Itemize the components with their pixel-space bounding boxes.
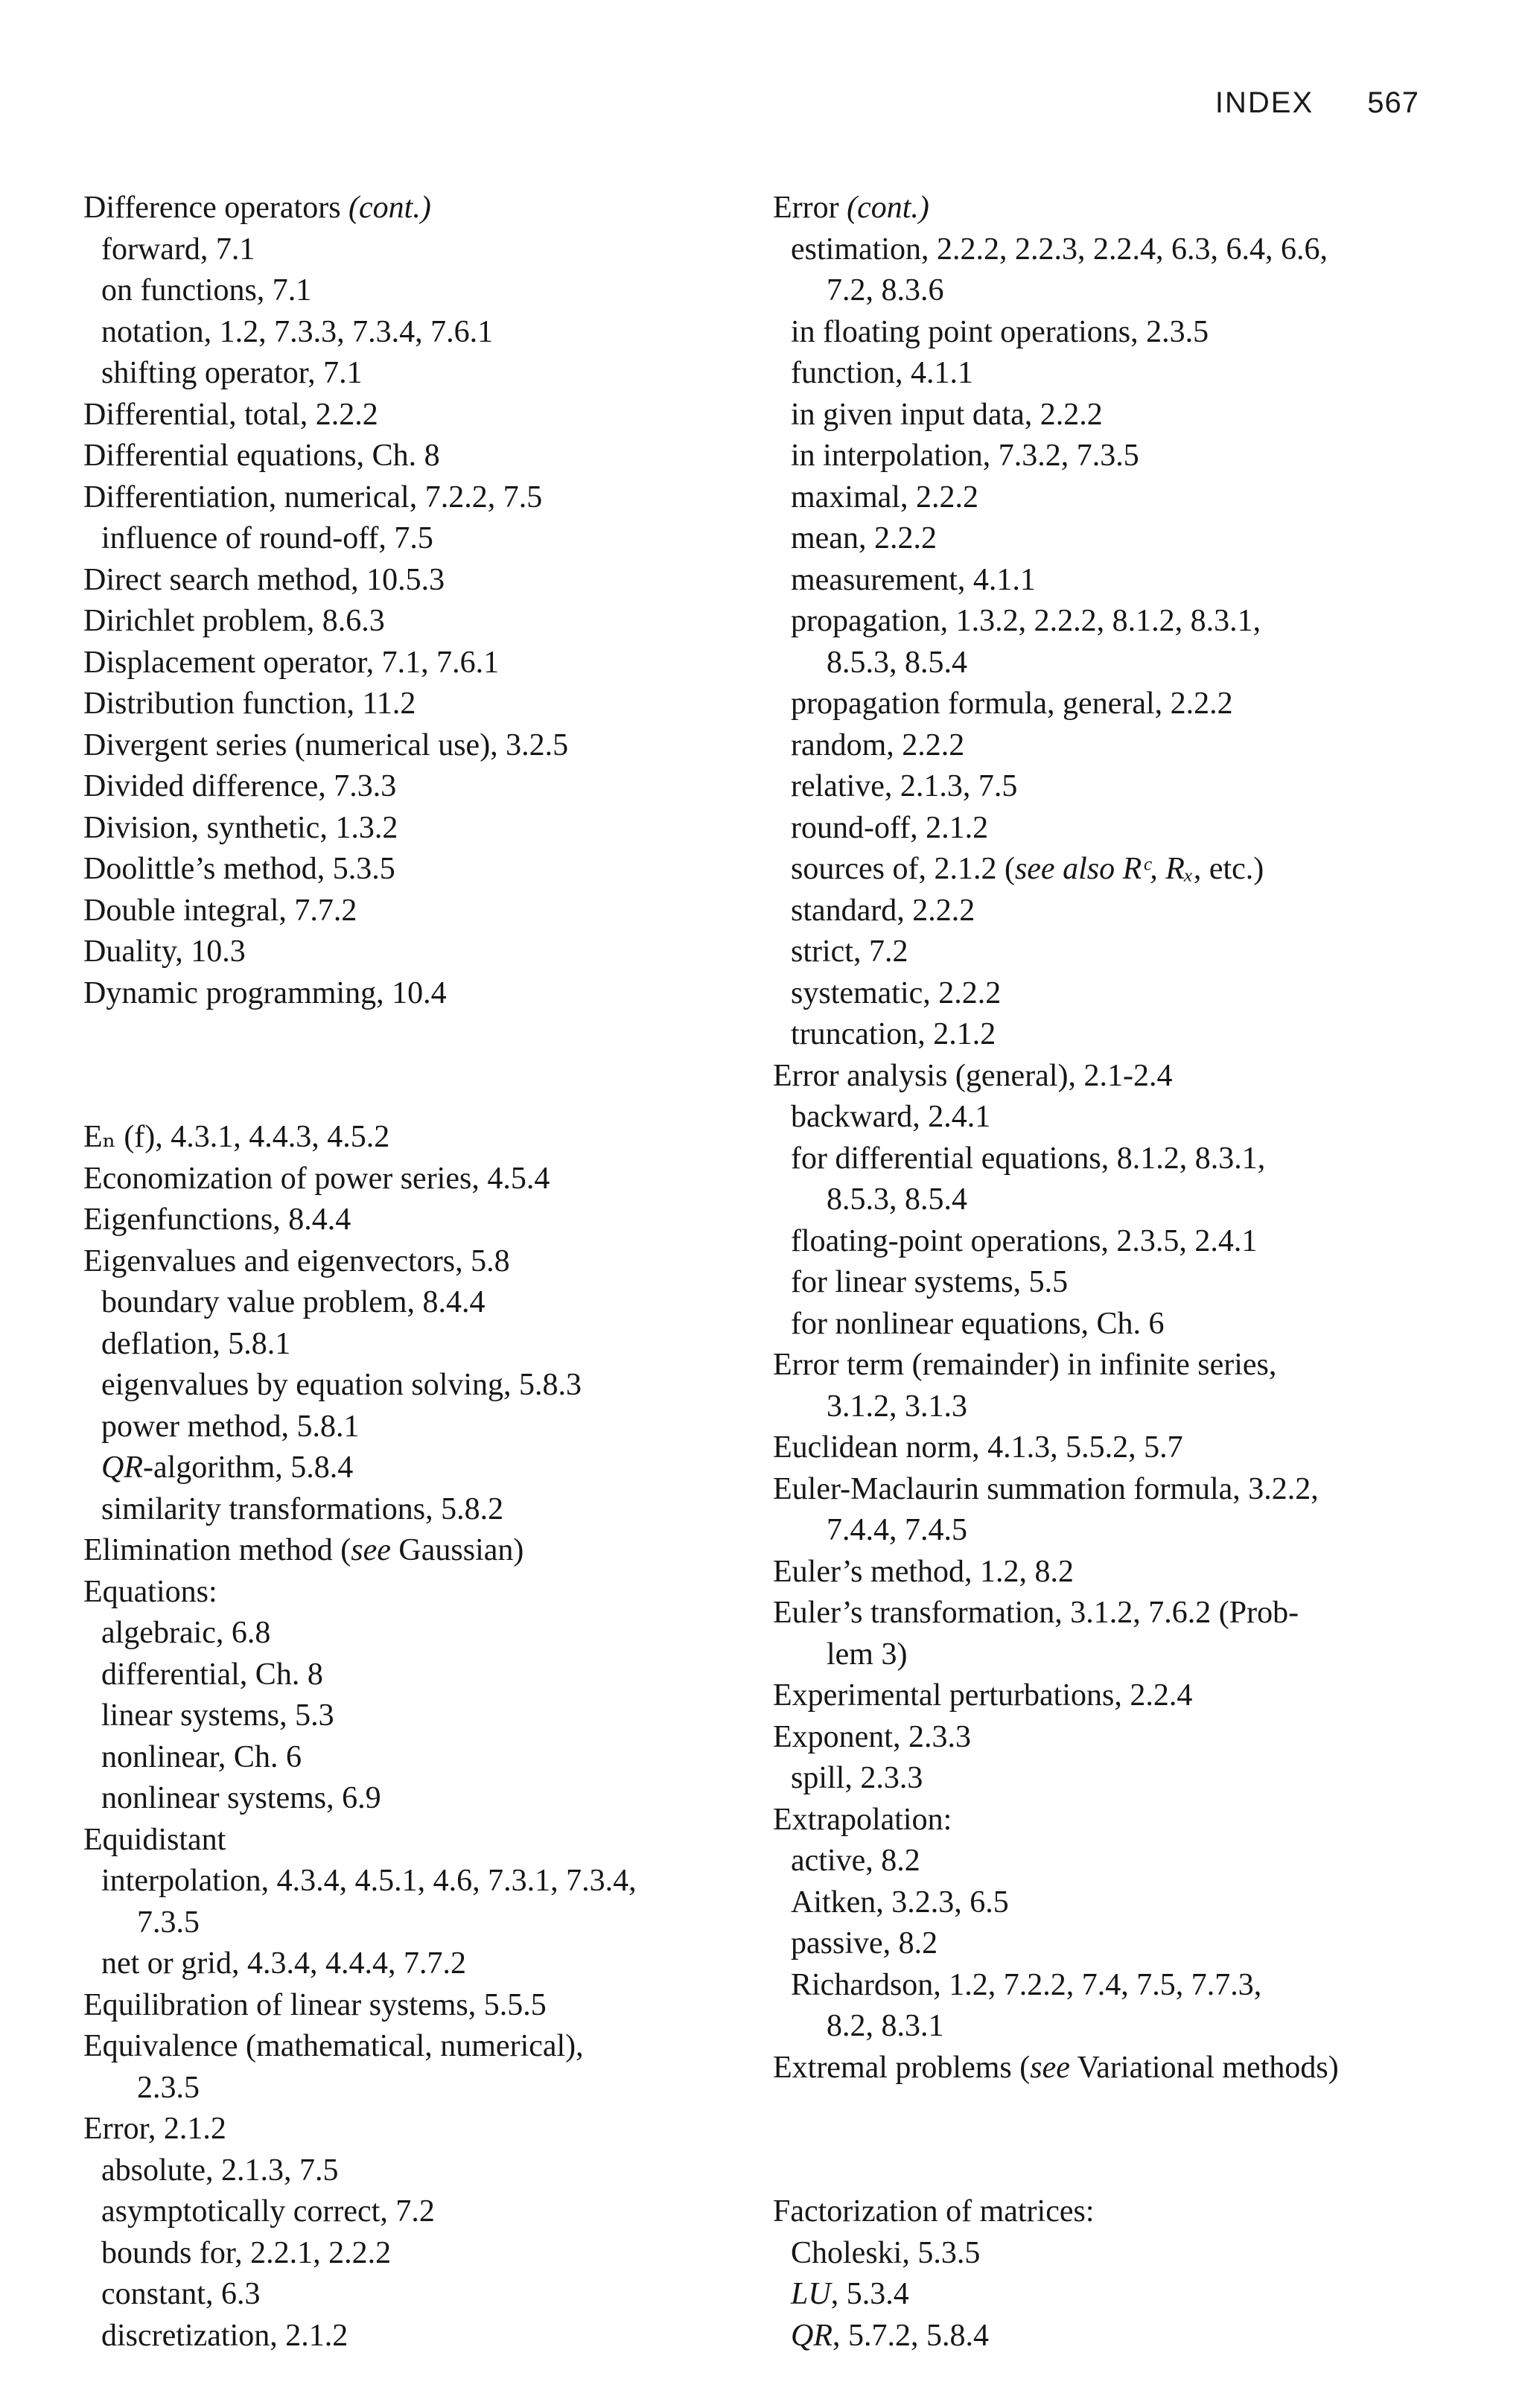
entry-text: Equations:	[83, 1574, 217, 1609]
entry-text: 8.2, 8.3.1	[827, 2009, 944, 2043]
entry-text: Difference operators	[83, 191, 349, 225]
entry-text: -algorithm, 5.8.4	[143, 1450, 354, 1485]
index-entry	[83, 436, 754, 477]
index-subentry	[773, 725, 1488, 767]
entry-text: in given input data, 2.2.2	[791, 397, 1103, 432]
index-subentry	[83, 1365, 754, 1407]
entry-text: Gaussian)	[390, 1533, 524, 1567]
entry-text: boundary value problem, 8.4.4	[101, 1285, 485, 1319]
entry-text: in floating point operations, 2.3.5	[791, 314, 1209, 349]
entry-text: truncation, 2.1.2	[791, 1017, 996, 1051]
entry-text: Differential, total, 2.2.2	[83, 397, 378, 432]
index-entry	[773, 1469, 1488, 1511]
index-entry	[83, 2109, 754, 2150]
entry-text: random, 2.2.2	[791, 727, 965, 762]
index-subentry	[83, 1861, 754, 1902]
index-entry	[83, 1985, 754, 2027]
index-subentry	[773, 684, 1488, 725]
index-subentry	[773, 1923, 1488, 1965]
index-entry	[83, 2026, 754, 2068]
entry-text: mean, 2.2.2	[791, 521, 937, 555]
index-entry	[83, 766, 754, 808]
entry-italic: see	[1030, 2050, 1070, 2085]
entry-text: discretization, 2.1.2	[101, 2318, 348, 2353]
index-entry	[773, 1427, 1488, 1469]
entry-text: 2.3.5	[137, 2070, 200, 2105]
index-subentry	[83, 1613, 754, 1654]
index-subentry	[83, 1902, 754, 1944]
index-subentry	[83, 229, 754, 271]
index-entry	[83, 188, 754, 229]
index-subentry	[83, 1407, 754, 1448]
index-entry	[83, 1530, 754, 1572]
section-gap	[83, 1014, 754, 1117]
index-entry	[83, 601, 754, 643]
entry-text: absolute, 2.1.3, 7.5	[101, 2153, 339, 2188]
entry-text: similarity transformations, 5.8.2	[101, 1491, 504, 1526]
entry-text: Double integral, 7.7.2	[83, 893, 357, 928]
entry-italic: QR	[791, 2318, 832, 2353]
index-subentry	[773, 560, 1488, 602]
index-entry	[83, 643, 754, 684]
index-entry	[83, 931, 754, 973]
index-subentry	[773, 477, 1488, 519]
index-subentry	[773, 1510, 1488, 1552]
entry-text: passive, 8.2	[791, 1926, 938, 1961]
index-entry	[83, 1572, 754, 1614]
entry-text: 7.2, 8.3.6	[827, 273, 944, 308]
index-subentry	[83, 1654, 754, 1696]
index-subentry	[773, 1634, 1488, 1676]
index-column-left	[83, 188, 754, 2357]
entry-text: Error term (remainder) in infinite series,	[773, 1348, 1277, 1382]
index-entry	[773, 1345, 1488, 1386]
index-subentry	[773, 1386, 1488, 1428]
index-subentry	[773, 973, 1488, 1015]
entry-italic: (cont.)	[348, 191, 431, 225]
index-subentry	[773, 1138, 1488, 1180]
index-entry	[83, 1200, 754, 1241]
entry-text: Error analysis (general), 2.1-2.4	[773, 1058, 1173, 1093]
entry-text: relative, 2.1.3, 7.5	[791, 769, 1018, 803]
index-entry	[83, 808, 754, 850]
entry-text: in interpolation, 7.3.2, 7.3.5	[791, 439, 1139, 473]
entry-text: propagation, 1.3.2, 2.2.2, 8.1.2, 8.3.1,	[791, 604, 1261, 638]
entry-text: eigenvalues by equation solving, 5.8.3	[101, 1368, 582, 1402]
index-entry	[83, 560, 754, 602]
entry-text: lem 3)	[827, 1637, 908, 1672]
index-entry	[773, 1593, 1488, 1634]
entry-text: spill, 2.3.3	[791, 1761, 923, 1795]
page-title: INDEX	[1214, 86, 1314, 119]
index-subentry	[83, 518, 754, 560]
entry-text: 8.5.3, 8.5.4	[827, 645, 967, 680]
index-subentry	[83, 1695, 754, 1737]
entry-italic: see also Rᶜ, Rₓ	[1014, 852, 1194, 886]
index-subentry	[773, 353, 1488, 395]
index-entry	[773, 1056, 1488, 1098]
index-subentry	[83, 1778, 754, 1820]
index-subentry	[773, 808, 1488, 850]
entry-text: on functions, 7.1	[101, 273, 312, 308]
entry-text: Divergent series (numerical use), 3.2.5	[83, 727, 569, 762]
entry-text: Division, synthetic, 1.3.2	[83, 810, 398, 845]
index-subentry	[773, 1221, 1488, 1263]
entry-text: Variational methods)	[1069, 2050, 1339, 2085]
entry-text: Eigenvalues and eigenvectors, 5.8	[83, 1243, 510, 1278]
index-entry	[773, 1552, 1488, 1593]
index-subentry	[83, 1943, 754, 1985]
entry-text: Aitken, 3.2.3, 6.5	[791, 1885, 1009, 1920]
running-head	[1215, 86, 1419, 120]
index-subentry	[773, 1758, 1488, 1800]
entry-text: Equidistant	[83, 1822, 226, 1857]
index-subentry	[773, 1262, 1488, 1304]
index-subentry	[773, 2274, 1488, 2316]
index-subentry	[83, 2274, 754, 2316]
index-subentry	[773, 1179, 1488, 1221]
index-subentry	[773, 270, 1488, 312]
entry-text: nonlinear, Ch. 6	[101, 1739, 302, 1774]
index-entry	[83, 849, 754, 891]
page-number: 567	[1367, 86, 1419, 119]
index-entry	[773, 1800, 1488, 1841]
index-entry	[773, 2048, 1488, 2089]
entry-text: Eₙ (f), 4.3.1, 4.4.3, 4.5.2	[83, 1120, 390, 1154]
index-subentry	[773, 1014, 1488, 1056]
entry-text: Error, 2.1.2	[83, 2112, 226, 2146]
index-entry	[83, 1820, 754, 1861]
entry-text: Equilibration of linear systems, 5.5.5	[83, 1987, 547, 2022]
index-subentry	[773, 601, 1488, 643]
entry-text: Dirichlet problem, 8.6.3	[83, 604, 385, 638]
index-entry	[83, 725, 754, 767]
entry-text: backward, 2.4.1	[791, 1100, 991, 1134]
entry-text: Economization of power series, 4.5.4	[83, 1161, 550, 1196]
entry-text: asymptotically correct, 7.2	[101, 2194, 435, 2229]
index-subentry	[83, 1489, 754, 1531]
entry-text: influence of round-off, 7.5	[101, 521, 433, 555]
entry-text: Factorization of matrices:	[773, 2194, 1095, 2229]
entry-text: Euler-Maclaurin summation formula, 3.2.2,	[773, 1471, 1319, 1506]
index-subentry	[773, 229, 1488, 271]
entry-italic: see	[351, 1533, 391, 1567]
index-entry	[83, 1117, 754, 1159]
index-subentry	[773, 1304, 1488, 1345]
index-subentry	[773, 2316, 1488, 2357]
entry-text: for differential equations, 8.1.2, 8.3.1,	[791, 1141, 1266, 1176]
entry-text: Eigenfunctions, 8.4.4	[83, 1203, 351, 1237]
entry-text: nonlinear systems, 6.9	[101, 1781, 381, 1815]
entry-text: bounds for, 2.2.1, 2.2.2	[101, 2235, 392, 2270]
entry-text: Choleski, 5.3.5	[791, 2235, 981, 2270]
index-subentry	[773, 1882, 1488, 1924]
entry-text: function, 4.1.1	[791, 356, 973, 390]
entry-text: for nonlinear equations, Ch. 6	[791, 1306, 1165, 1341]
index-subentry	[83, 2316, 754, 2357]
index-entry	[83, 973, 754, 1015]
index-subentry	[773, 436, 1488, 477]
entry-text: Displacement operator, 7.1, 7.6.1	[83, 645, 500, 680]
index-subentry	[773, 518, 1488, 560]
entry-text: Error	[773, 191, 847, 225]
entry-text: Extremal problems (	[773, 2050, 1031, 2085]
entry-text: maximal, 2.2.2	[791, 480, 978, 515]
entry-text: active, 8.2	[791, 1844, 920, 1878]
index-entry	[83, 1241, 754, 1283]
index-subentry	[773, 931, 1488, 973]
entry-italic: QR	[101, 1450, 143, 1485]
entry-text: Euler’s transformation, 3.1.2, 7.6.2 (Prob-	[773, 1596, 1299, 1630]
entry-italic: LU	[791, 2277, 831, 2311]
index-subentry	[773, 766, 1488, 808]
entry-text: forward, 7.1	[101, 232, 255, 267]
entry-text: 3.1.2, 3.1.3	[827, 1389, 967, 1424]
entry-text: Euler’s method, 1.2, 8.2	[773, 1554, 1074, 1589]
entry-text: constant, 6.3	[101, 2277, 261, 2311]
entry-text: Divided difference, 7.3.3	[83, 769, 397, 803]
entry-text: Experimental perturbations, 2.2.4	[773, 1678, 1193, 1713]
entry-text: algebraic, 6.8	[101, 1616, 271, 1650]
entry-text: sources of, 2.1.2 (	[791, 852, 1015, 886]
entry-text: Direct search method, 10.5.3	[83, 562, 445, 597]
entry-text: , etc.)	[1193, 852, 1264, 886]
entry-text: Distribution function, 11.2	[83, 687, 416, 721]
index-column-right	[773, 188, 1488, 2357]
index-entry	[83, 395, 754, 436]
index-subentry	[83, 1324, 754, 1366]
entry-text: Equivalence (mathematical, numerical),	[83, 2029, 584, 2063]
index-subentry	[773, 1965, 1488, 2007]
entry-text: differential, Ch. 8	[101, 1657, 323, 1692]
entry-text: standard, 2.2.2	[791, 893, 975, 928]
entry-text: estimation, 2.2.2, 2.2.3, 2.2.4, 6.3, 6.4, 6.6,	[791, 232, 1328, 267]
entry-text: round-off, 2.1.2	[791, 810, 989, 845]
index-entry	[773, 1675, 1488, 1717]
index-subentry	[773, 849, 1488, 891]
entry-text: Differentiation, numerical, 7.2.2, 7.5	[83, 480, 543, 515]
index-entry	[83, 1159, 754, 1200]
entry-text: Doolittle’s method, 5.3.5	[83, 852, 395, 886]
index-subentry	[773, 643, 1488, 684]
index-subentry	[773, 395, 1488, 436]
entry-text: linear systems, 5.3	[101, 1698, 334, 1733]
index-subentry	[83, 2191, 754, 2233]
entry-text: measurement, 4.1.1	[791, 562, 1036, 597]
entry-text: shifting operator, 7.1	[101, 356, 363, 390]
entry-text: Extrapolation:	[773, 1802, 952, 1837]
entry-text: Differential equations, Ch. 8	[83, 439, 440, 473]
index-subentry	[773, 1841, 1488, 1882]
entry-text: Duality, 10.3	[83, 934, 246, 969]
entry-text: Euclidean norm, 4.1.3, 5.5.2, 5.7	[773, 1430, 1183, 1465]
index-subentry	[773, 2006, 1488, 2048]
entry-text: , 5.3.4	[830, 2277, 909, 2311]
entry-text: , 5.7.2, 5.8.4	[832, 2318, 989, 2353]
index-entry	[773, 2191, 1488, 2233]
entry-text: floating-point operations, 2.3.5, 2.4.1	[791, 1223, 1258, 1258]
section-gap	[773, 2089, 1488, 2191]
entry-text: 7.4.4, 7.4.5	[827, 1513, 967, 1547]
entry-text: propagation formula, general, 2.2.2	[791, 687, 1233, 721]
entry-italic: (cont.)	[847, 191, 929, 225]
entry-text: Richardson, 1.2, 7.2.2, 7.4, 7.5, 7.7.3,	[791, 1967, 1262, 2002]
entry-text: Elimination method (	[83, 1533, 351, 1567]
entry-text: for linear systems, 5.5	[791, 1265, 1069, 1299]
index-subentry	[773, 2233, 1488, 2275]
index-subentry	[83, 353, 754, 395]
index-entry	[773, 1717, 1488, 1759]
entry-text: power method, 5.8.1	[101, 1409, 360, 1444]
index-subentry	[83, 1282, 754, 1324]
entry-text: strict, 7.2	[791, 934, 908, 969]
entry-text: interpolation, 4.3.4, 4.5.1, 4.6, 7.3.1, 7.3.4,	[101, 1864, 637, 1898]
entry-text: systematic, 2.2.2	[791, 975, 1002, 1010]
index-subentry	[773, 1097, 1488, 1138]
index-entry	[83, 684, 754, 725]
index-subentry	[83, 2068, 754, 2109]
entry-text: notation, 1.2, 7.3.3, 7.3.4, 7.6.1	[101, 314, 494, 349]
index-subentry	[83, 1447, 754, 1489]
index-subentry	[773, 312, 1488, 354]
index-subentry	[83, 2150, 754, 2192]
entry-text: 8.5.3, 8.5.4	[827, 1182, 967, 1217]
entry-text: 7.3.5	[137, 1905, 200, 1940]
index-subentry	[83, 1737, 754, 1779]
index-subentry	[83, 312, 754, 354]
entry-text: Exponent, 2.3.3	[773, 1719, 971, 1754]
entry-text: net or grid, 4.3.4, 4.4.4, 7.7.2	[101, 1946, 466, 1981]
index-subentry	[83, 270, 754, 312]
index-entry	[773, 188, 1488, 229]
index-subentry	[773, 891, 1488, 932]
index-subentry	[83, 2233, 754, 2275]
index-entry	[83, 891, 754, 932]
entry-text: Dynamic programming, 10.4	[83, 975, 447, 1010]
entry-text: deflation, 5.8.1	[101, 1326, 291, 1361]
index-entry	[83, 477, 754, 519]
